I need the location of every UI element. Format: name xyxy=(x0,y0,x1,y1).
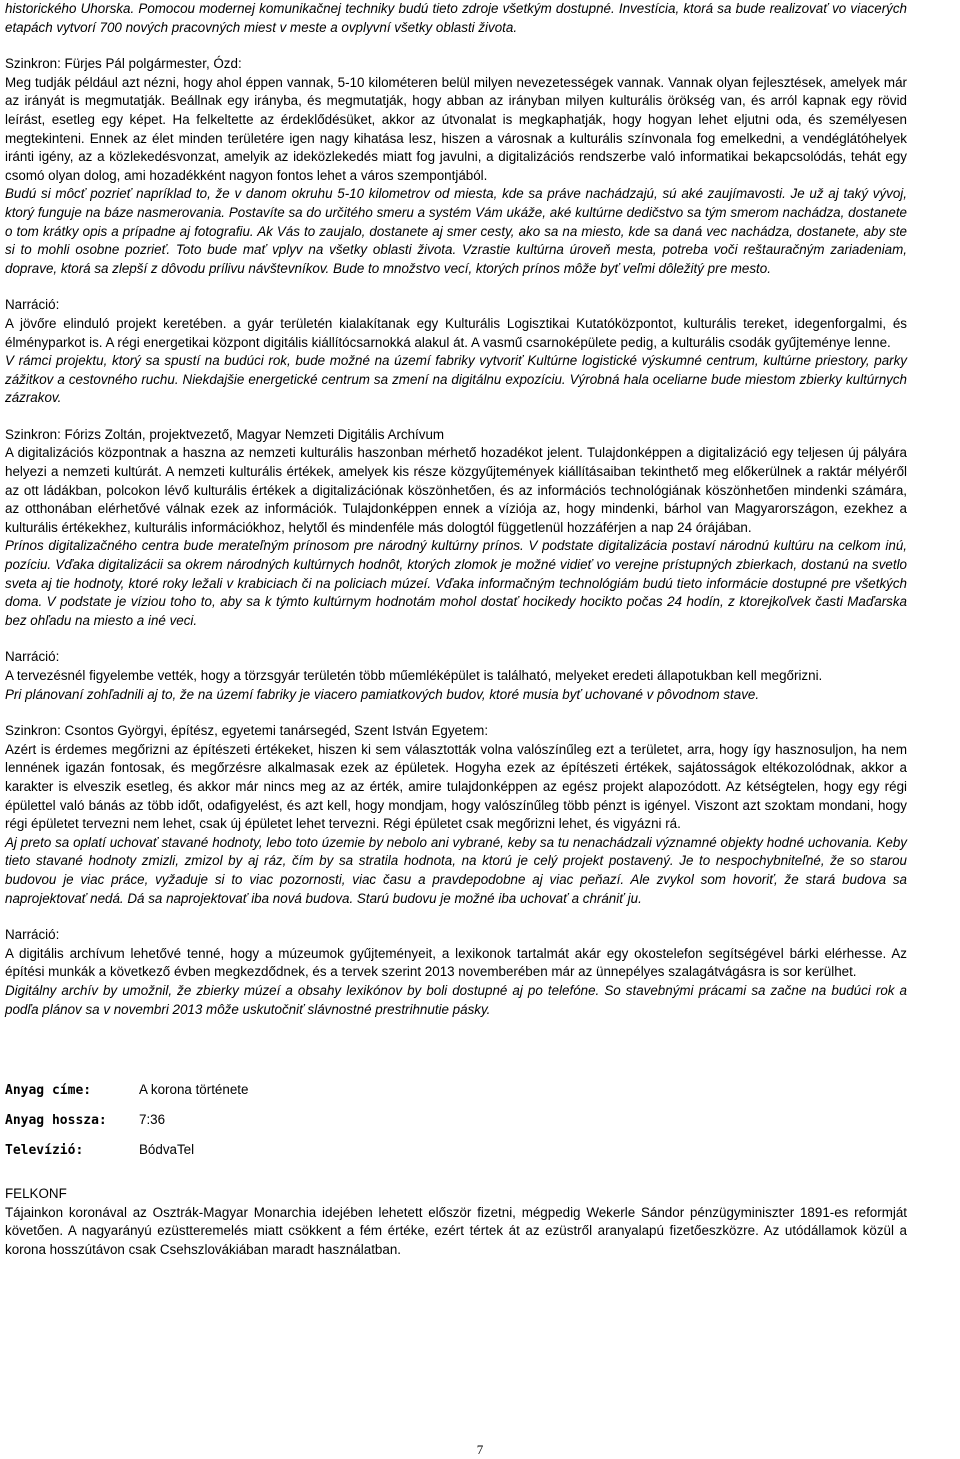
hungarian-paragraph: Tájainkon koronával az Osztrák-Magyar Monarchia idejében lehetett először fizetni, mégpedig Wekerle Sándor pénzügyminiszter 1891-es reformját követően. A nagyarányú ezüstteremelés miatt csökkent a fém értéke, ezért tértek át az ezüstről aranyalapú fizetőeszközre. Az utódállamok közül a korona hosszútávon csak Csehszlovákiában maradt használatban. xyxy=(5,1204,907,1257)
material-length-row xyxy=(5,1111,907,1141)
material-title-label: Anyag címe: xyxy=(5,1083,92,1099)
slovak-paragraph: Aj preto sa oplatí uchovať stavané hodnoty, lebo toto územie by nebolo ani vybrané, keby sa tu nenachádzali významné objekty hodné uchovania. Keby tieto stavané hodnoty zmizli, zmizol by aj ráz, čím by sa stratila hodnota, na ktorú je celý projekt postavený. Je to nespochybniteľné, že so starou budovou je viac práce, vyžaduje si to viac pozornosti, viac času a pravdepodobne aj viac peňazí. Ale zvykol som hovoriť, že stará budova sa naprojektovať nedá. Dá sa naprojektovať iba nová budova. Starú budovu je možné iba uchovať a chrániť ju. xyxy=(5,834,907,906)
spacer xyxy=(5,704,907,722)
section-forizs xyxy=(5,426,907,631)
spacer xyxy=(5,630,907,648)
material-title-value: A korona története xyxy=(139,1082,249,1098)
section-narration-1 xyxy=(5,296,907,408)
document-page xyxy=(5,0,907,1259)
section-narration-3 xyxy=(5,926,907,1019)
hungarian-paragraph: A jövőre elinduló projekt keretében. a gyár területén kialakítanak egy Kulturális Logisztikai Kutatóközpontot, kulturális tereket, idegenforgalmi, és élményparkot is. A régi energetikai központ digitális kiállítócsarnokká alakul át. A vasmű csarnoképülete pedig, a kulturális csodák gyűjteménye lenne. xyxy=(5,315,907,350)
slovak-paragraph: Prínos digitalizačného centra bude merateľným prínosom pre národný kultúrny prínos. V podstate digitalizácia postaví národnú kultúru na celkom inú, pozíciu. Vďaka digitalizácii sa okrem národných kultúrnych hodnôt, ktorých zlomok je možné vidieť vo verejne prístupných zbierkach, dostanú na svetlo sveta aj tie hodnoty, ktoré roky ležali v krabiciach či na policiach múzeí. Vďaka informačným technológiám budú tieto informácie dostupné pre všetkých doma. V podstate je víziou toho to, aby sa k týmto kultúrnym hodnotám mohol dostať hocikedy hocikto počas 24 hodín, z ktorejkoľvek časti Maďarska bez ohľadu na miesto a iné veci. xyxy=(5,538,907,628)
hungarian-paragraph: Meg tudják például azt nézni, hogy ahol éppen vannak, 5-10 kilométeren belül milyen nevezetességek vannak. Vannak olyan fejlesztések, amelyek már az irányát is megmutatják. Beállnak egy irányba, és megmutatják, hogy abban az irányban milyen kulturális örökség van, és arról kapnak egy rövid leírást, esetleg egy képet. Ha felkeltette az érdeklődésüket, akkor az útvonalat is megkaphatják, hogy hogyan lehet eljutni oda, és személyesen megtekinteni. Ennek az élet minden területére igen nagy kihatása lesz, hiszen a városnak a kulturális színvonala fog emelkedni, a vendéglátóhelyek iránti igény, az a közlekedésvonzat, amelyik az ideközlekedés miatt fog javulni, a digitalizációs rendszerbe való informatikai bekapcsolódás, tehát egy csomó olyan dolog, ami hozadékként nagyon fontos lehet a város szempontjából. xyxy=(5,74,907,183)
narration-label: Narráció: xyxy=(5,927,60,943)
hungarian-paragraph: A digitális archívum lehetővé tenné, hogy a múzeumok gyűjteményeit, a lexikonok tartalmát akár egy okostelefon segítségével bárki elérhesse. Az építési munkák a következő évben megkezdődnek, és a tervek szerint 2013 novemberében már az ünnepélyes szalagátvágásra is sor kerülhet. xyxy=(5,945,907,980)
material-title-row xyxy=(5,1081,907,1111)
speaker-line: Szinkron: Csontos Györgyi, építész, egyetemi tanársegéd, Szent István Egyetem: xyxy=(5,723,489,739)
page-number: 7 xyxy=(476,1442,484,1457)
speaker-line: Szinkron: Fürjes Pál polgármester, Ózd: xyxy=(5,56,242,72)
slovak-paragraph: Pri plánovaní zohľadnili aj to, že na území fabriky je viacero pamiatkových budov, ktoré musia byť uchované v pôvodnom stave. xyxy=(5,686,760,702)
section-narration-2 xyxy=(5,648,907,704)
narration-label: Narráció: xyxy=(5,297,60,313)
television-value: BódvaTel xyxy=(139,1142,195,1158)
section-felkonf xyxy=(5,1185,907,1259)
material-length-value: 7:36 xyxy=(139,1112,166,1128)
spacer xyxy=(5,1171,907,1185)
material-length-label: Anyag hossza: xyxy=(5,1113,107,1129)
intro-paragraph: historického Uhorska. Pomocou modernej komunikačnej techniky budú tieto zdroje všetkým dostupné. Investícia, ktorá sa bude realizovať vo viacerých etapách vytvorí 700 nových pracovných miest v meste a ovplyvní všetky oblasti života. xyxy=(5,1,907,35)
section-csontos xyxy=(5,722,907,908)
spacer xyxy=(5,908,907,926)
slovak-paragraph: V rámci projektu, ktorý sa spustí na budúci rok, bude možné na území fabriky vytvoriť Kultúrne logistické výskumné centrum, kultúrne priestory, parky zážitkov a cestovného ruchu. Niekdajšie energetické centrum sa zmení na digitálnu expozíciu. Výrobná hala oceliarne bude miestom zbierky kultúrnych zázrakov. xyxy=(5,353,907,406)
television-row xyxy=(5,1141,907,1171)
section-heading: FELKONF xyxy=(5,1186,67,1202)
spacer xyxy=(5,408,907,426)
slovak-paragraph: Digitálny archív by umožnil, že zbierky múzeí a obsahy lexikónov by boli dostupné aj po telefóne. So stavebnými prácami sa začne na budúci rok a podľa plánov sa v novembri 2013 môže uskutočniť slávnostné prestrihnutie pásky. xyxy=(5,982,907,1017)
speaker-line: Szinkron: Fórizs Zoltán, projektvezető, Magyar Nemzeti Digitális Archívum xyxy=(5,426,445,442)
television-label: Televízió: xyxy=(5,1143,84,1159)
spacer xyxy=(5,278,907,296)
spacer xyxy=(5,37,907,55)
narration-label: Narráció: xyxy=(5,649,60,665)
material-info xyxy=(5,1081,907,1171)
section-furjes xyxy=(5,55,907,278)
slovak-paragraph: Budú si môcť pozrieť napríklad to, že v danom okruhu 5-10 kilometrov od miesta, kde sa práve nachádzajú, sú aké zaujímavosti. Je už aj taký vývoj, ktorý funguje na báze nasmerovania. Postavíte sa do určitého smeru a systém Vám ukáže, aké kultúrne dedičstvo sa tým smerom nachádza, dostanete o tom krátky opis a prípadne aj fotografiu. Ak Vás to zaujalo, dostanete aj smer cesty, ako sa na miesto, kde sa daná vec nachádza, dostanete, aby ste si to mohli osobne pozrieť. Toto bude mať vplyv na všetky oblasti života. Vzrastie kultúrna úroveň mesta, potreba voči reštauračným zariadeniam, doprave, ktorá sa zlepší z dôvodu prílivu návštevníkov. Bude to množstvo vecí, ktorých prínos môže byť veľmi dôležitý pre mesto. xyxy=(5,186,907,276)
hungarian-paragraph: A tervezésnél figyelembe vették, hogy a törzsgyár területén több műemléképület is található, melyeket eredeti állapotukban kell megőrizni. xyxy=(5,668,823,683)
hungarian-paragraph: A digitalizációs központnak a haszna az nemzeti kulturális haszonban mérhető hozadékot jelent. Tulajdonképpen a digitalizáció egy teljesen új pályára helyezi a nemzeti kultúrát. A nemzeti kulturális értékek, amelyek kis része közgyűjtemények kiállításaiban tekinthető meg előkerülnek a raktár mélyéről az ott ládákban, polcokon lévő kulturális értékek a digitalizációnak köszönhetően, és az információs technológiának köszönhetően mindenki számára, az otthonában elérhetővé válnak ezek az információk. Tulajdonképpen ennek a víziója az, hogy mindenki, bárhol van Magyarországon, ezekhez a kulturális értékekhez, kulturális információkhoz, helytől és mindenféle más dologtól függetlenül hozzáférjen a nap 24 órájában. xyxy=(5,445,907,535)
hungarian-paragraph: Azért is érdemes megőrizni az építészeti értékeket, hiszen ki sem választották volna valószínűleg ezt a területet, arra, hogy így hasznosuljon, ha nem lennének igazán fontosak, és megőrzésre alkalmasak ezek az épületek. Hogyha ezek az építészeti értékek, sajátosságok eltékozolódnak, akkor a karakter is elveszik esetleg, és akkor már nincs meg az az érték, amire tulajdonképpen az egész projekt alapozódott. Az kétségtelen, hogy egy régi épülettel való bánás az több időt, odafigyelést, és azt kell, hogy mondjam, hogy valószínűleg több pénzt is igényel. Viszont azt szoktam mondani, hogy régi épületet tervezni nem lehet, csak új épületet lehet tervezni. Régi épületet csak megőrizni lehet, és vigyázni rá. xyxy=(5,741,907,832)
